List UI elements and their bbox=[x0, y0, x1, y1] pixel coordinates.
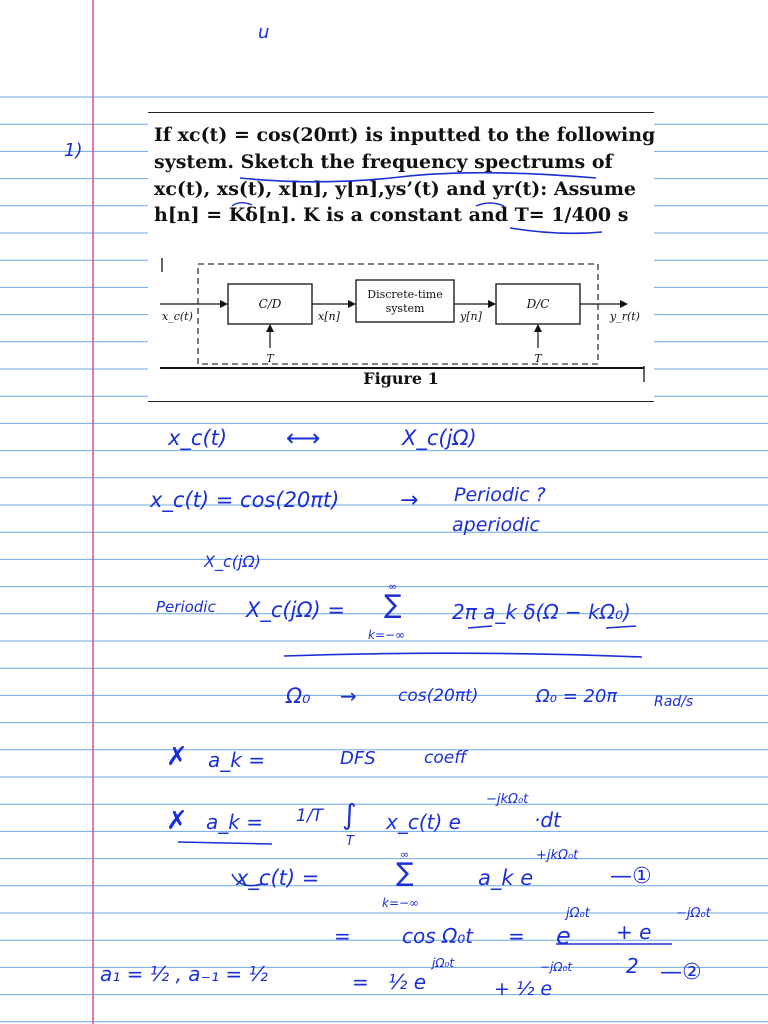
note-aperiodic: aperiodic bbox=[452, 514, 540, 536]
note-xct: x_c(t) bbox=[168, 426, 228, 450]
note-periodic-question: Periodic ? bbox=[454, 484, 546, 506]
note-cross-mark-2: ✗ bbox=[166, 806, 188, 836]
sampling-arrowhead-right bbox=[534, 324, 542, 332]
note-ak-equals-2: a_k = bbox=[206, 810, 263, 834]
output-arrowhead bbox=[620, 300, 628, 308]
note-integral-sign: ∫ bbox=[342, 798, 357, 831]
note-equals-euler: = bbox=[508, 924, 525, 948]
note-integrand: x_c(t) e bbox=[386, 810, 461, 834]
discrete-time-system-block bbox=[356, 280, 454, 322]
problem-line-2: system. Sketch the frequency spectrums of bbox=[154, 151, 613, 173]
cd-block-label: C/D bbox=[258, 297, 282, 311]
note-omega0-arrow: → bbox=[340, 684, 357, 708]
xn-signal-label: x[n] bbox=[318, 310, 340, 323]
note-equals-cos: = bbox=[334, 924, 351, 948]
note-one-over-t: 1/T bbox=[296, 806, 323, 826]
input-arrowhead bbox=[220, 300, 228, 308]
output-signal-label: y_r(t) bbox=[610, 310, 640, 323]
note-omega0: Ω₀ bbox=[286, 684, 311, 708]
note-equation-tag-2: —② bbox=[660, 960, 702, 985]
top-ink-mark: u bbox=[258, 22, 270, 43]
problem-line-1: If xc(t) = cos(20πt) is inputted to the following bbox=[154, 124, 656, 146]
note-sum-sign-2: ∑ bbox=[396, 858, 414, 888]
note-final-term-2: + ½ e bbox=[494, 978, 553, 1000]
block-diagram bbox=[158, 252, 652, 382]
note-tag-2-label: ② bbox=[682, 960, 702, 985]
note-tag-1-label: ① bbox=[632, 864, 652, 889]
note-euler-exp2: −jΩ₀t bbox=[676, 906, 711, 921]
system-block-line-2: system bbox=[385, 302, 425, 315]
note-omega0-unit: Rad/s bbox=[654, 694, 694, 710]
sampling-arrowhead-left bbox=[266, 324, 274, 332]
note-integrand-exponent: −jkΩ₀t bbox=[486, 792, 529, 807]
note-euler-denominator: 2 bbox=[626, 954, 639, 978]
note-fourier-transform-rhs: 2π a_k δ(Ω − kΩ₀) bbox=[452, 600, 631, 624]
note-synthesis-term: a_k e bbox=[478, 866, 534, 890]
note-integral-limit: T bbox=[346, 834, 354, 849]
input-signal-label: x_c(t) bbox=[162, 310, 193, 323]
note-final-exp-1: jΩ₀t bbox=[432, 956, 455, 970]
xn-arrowhead bbox=[348, 300, 356, 308]
note-cos-20pit: cos(20πt) bbox=[398, 686, 479, 706]
note-synthesis-exponent: +jkΩ₀t bbox=[536, 848, 579, 863]
note-equation-tag-1: —① bbox=[610, 864, 652, 889]
note-arrow-periodic: → bbox=[400, 488, 419, 513]
card-top-rule bbox=[148, 112, 654, 113]
note-coeff: coeff bbox=[424, 748, 467, 768]
note-fourier-pair-arrow: ⟷ bbox=[286, 424, 321, 452]
note-final-exp-2: −jΩ₀t bbox=[540, 960, 573, 974]
note-cross-mark-1: ✗ bbox=[166, 742, 188, 772]
sampling-period-label-right: T bbox=[534, 352, 542, 365]
note-synthesis-lhs: x_c(t) = bbox=[236, 866, 320, 890]
sampling-period-label-left: T bbox=[266, 352, 274, 365]
note-xc-jomega: X_c(jΩ) bbox=[402, 426, 477, 450]
note-dfs: DFS bbox=[340, 748, 376, 769]
note-omega0-value: Ω₀ = 20π bbox=[536, 686, 618, 707]
note-sum-sign-1: ∑ bbox=[384, 590, 402, 620]
note-dt: ·dt bbox=[534, 808, 561, 832]
system-block-line-1: Discrete-time bbox=[367, 288, 443, 301]
yn-signal-label: y[n] bbox=[460, 310, 482, 323]
note-xc-equals-cos: x_c(t) = cos(20πt) bbox=[150, 488, 340, 512]
note-sum-lower-2: k=−∞ bbox=[382, 896, 420, 910]
yn-arrowhead bbox=[488, 300, 496, 308]
figure-caption: Figure 1 bbox=[363, 369, 439, 388]
problem-line-4: h[n] = Kδ[n]. K is a constant and T= 1/400 s bbox=[154, 204, 629, 226]
note-xc-jomega-small: X_c(jΩ) bbox=[204, 552, 261, 571]
note-fourier-transform-lhs: X_c(jΩ) = bbox=[246, 598, 345, 622]
note-sum-upper-2: ∞ bbox=[400, 848, 410, 861]
problem-line-3: xc(t), xs(t), x[n], y[n],ys’(t) and yr(t): Assume bbox=[154, 178, 637, 200]
problem-statement-card bbox=[148, 112, 654, 402]
note-sum-upper-1: ∞ bbox=[388, 580, 398, 593]
note-euler-exp1: jΩ₀t bbox=[566, 906, 590, 921]
note-equals-final: = bbox=[352, 970, 369, 994]
question-number: 1) bbox=[64, 140, 83, 161]
card-bottom-rule bbox=[148, 401, 654, 402]
note-euler-plus-e2: + e bbox=[616, 920, 652, 944]
note-periodic-label: Periodic bbox=[156, 598, 216, 616]
note-final-term-1: ½ e bbox=[388, 970, 427, 994]
note-sum-lower-1: k=−∞ bbox=[368, 628, 406, 642]
note-fourier-coefficients: a₁ = ½ , a₋₁ = ½ bbox=[100, 962, 268, 986]
note-cos-omega0t: cos Ω₀t bbox=[402, 924, 474, 948]
note-ak-equals-1: a_k = bbox=[208, 748, 265, 772]
note-euler-e1: e bbox=[556, 922, 571, 950]
dc-block-label: D/C bbox=[526, 297, 550, 311]
